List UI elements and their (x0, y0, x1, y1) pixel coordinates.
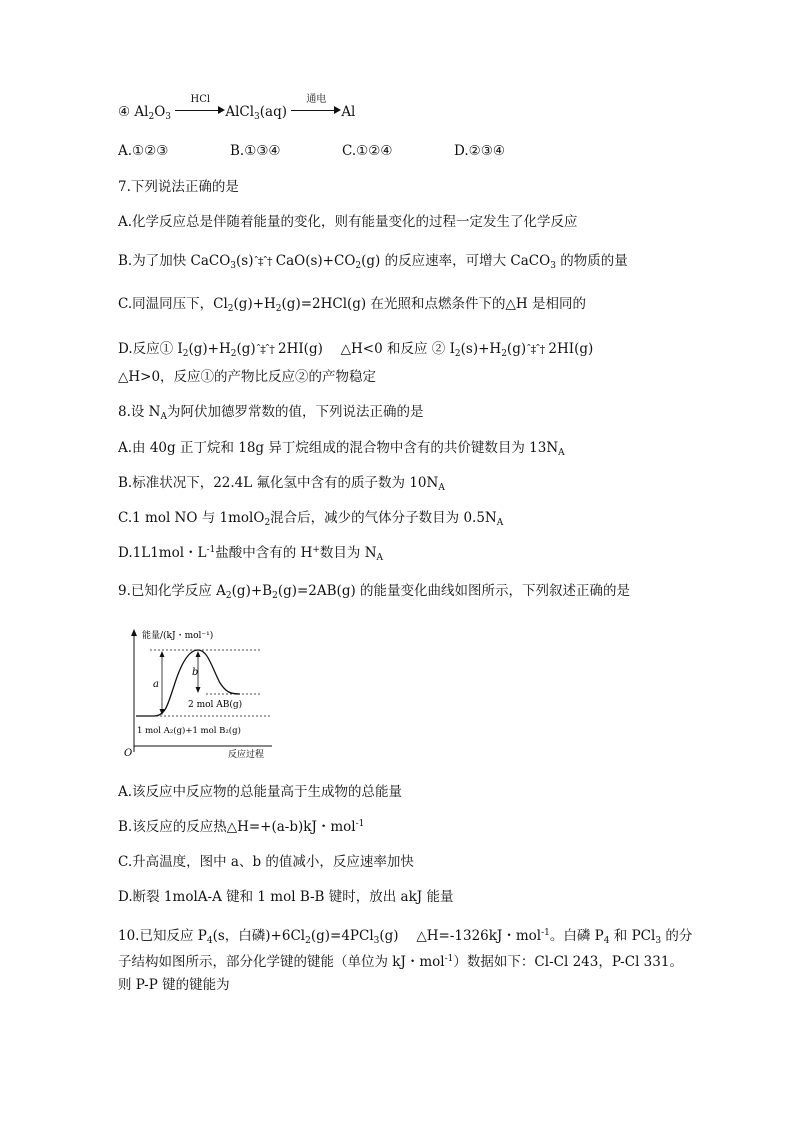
arrow-a-up-icon (160, 651, 165, 657)
subscript: 2 (454, 349, 461, 359)
subscript: 2 (275, 304, 282, 314)
text: B.该反应的反应热△H=+(a-b)kJ・mol (118, 819, 356, 835)
subscript: 2 (230, 349, 237, 359)
reaction-arrow (291, 94, 341, 118)
origin-label: O (124, 748, 133, 759)
energy-diagram (120, 628, 280, 762)
option-d[interactable]: D.②③④ (454, 143, 505, 159)
q9-option-c[interactable]: C.升高温度，图中 a、b 的值减小，反应速率加快 (118, 854, 414, 870)
arrow-b-up-icon (196, 651, 201, 657)
superscript: -1 (541, 928, 550, 938)
formula-text: (aq) (259, 104, 288, 120)
subscript: 3 (230, 261, 237, 271)
q7-option-d-line2: △H>0，反应①的产物比反应②的产物稳定 (118, 369, 377, 385)
subscript: A (558, 448, 565, 458)
subscript: 2 (227, 304, 234, 314)
equilibrium-sign: ˆ‡ˆ† (255, 343, 274, 356)
q10-line3: 则 P-P 键的键能为 (118, 977, 230, 993)
text: (g)=2AB(g) 的能量变化曲线如图所示，下列叙述正确的是 (277, 583, 631, 599)
text: 9.已知化学反应 A (118, 583, 226, 599)
text: 2HI(g) (544, 341, 594, 357)
q8-stem (118, 403, 423, 421)
text: C.同温同压下，Cl (118, 296, 228, 312)
product-label: 2 mol AB(g) (188, 700, 243, 710)
text: 8.设 N (118, 404, 161, 420)
subscript: A (376, 553, 384, 563)
q6-item4 (118, 94, 356, 122)
subscript: 2 (501, 349, 507, 359)
equilibrium-sign: ˆ‡ˆ† (253, 255, 272, 268)
item-number: ④ (118, 104, 131, 120)
text: B.标准状况下，22.4L 氟化氢中含有的质子数为 10N (118, 475, 439, 491)
arrow-b-down-icon (196, 687, 201, 693)
subscript: 3 (165, 112, 172, 122)
text: 为阿伏加德罗常数的值，下列说法正确的是 (166, 404, 424, 420)
subscript: A (438, 483, 445, 493)
q7-option-b[interactable] (118, 252, 628, 271)
arrow-label: HCl (190, 94, 211, 105)
subscript: A (160, 412, 167, 422)
q8-option-c[interactable] (118, 509, 503, 527)
q8-option-d[interactable] (118, 544, 383, 562)
q9-option-b[interactable] (118, 818, 364, 836)
subscript: 2 (225, 591, 232, 601)
text: (g)+B (231, 583, 273, 599)
superscript: -1 (355, 819, 365, 829)
option-a[interactable]: A.①②③ (118, 143, 169, 159)
subscript: 3 (373, 936, 380, 946)
option-c[interactable]: C.①②④ (342, 143, 393, 159)
reactant-label: 1 mol A₂(g)+1 mol B₂(g) (137, 726, 241, 736)
superscript: -1 (206, 545, 216, 555)
label-b: b (192, 667, 199, 678)
q7-option-a[interactable]: A.化学反应总是伴随着能量的变化，则有能量变化的过程一定发生了化学反应 (118, 214, 578, 230)
subscript: A (496, 518, 504, 528)
q9-option-a[interactable]: A.该反应中反应物的总能量高于生成物的总能量 (118, 784, 403, 800)
text: 子结构如图所示，部分化学键的键能（单位为 kJ・mol (118, 954, 445, 970)
subscript: 2 (305, 936, 311, 946)
subscript: 2 (148, 112, 155, 122)
text: ）数据如下：Cl-Cl 243，P-Cl 331。 (453, 954, 683, 970)
text: D.1L1mol・L (118, 545, 207, 561)
subscript: 2 (182, 349, 189, 359)
text: (s) (236, 253, 254, 269)
text: (g) (236, 341, 256, 357)
y-axis-label: 能量/(kJ・mol⁻¹) (142, 631, 214, 641)
superscript: -1 (444, 954, 454, 964)
text: (g) 的反应速率，可增大 CaCO (361, 253, 551, 269)
text: 数目为 N (319, 545, 377, 561)
arrow-label: 通电 (306, 94, 327, 105)
option-b[interactable]: B.①③④ (230, 143, 281, 159)
text: 盐酸中含有的 H (215, 545, 313, 561)
formula-text: Al (134, 104, 149, 120)
q7-option-c[interactable] (118, 295, 586, 313)
text: (g)=2HCl(g) 在光照和点燃条件下的△H 是相同的 (281, 296, 586, 312)
text: (g) (506, 341, 527, 357)
formula-text: O (154, 104, 166, 120)
subscript: 3 (550, 261, 556, 271)
text: A.由 40g 正丁烷和 18g 异丁烷组成的混合物中含有的共价键数目为 13N (118, 440, 559, 456)
subscript: 3 (254, 112, 260, 122)
text: 的物质的量 (555, 253, 628, 269)
text: 的分 (661, 928, 693, 944)
text: 10.已知反应 P (118, 928, 207, 944)
formula-text: Al (341, 104, 356, 120)
text: (s)+H (460, 341, 502, 357)
superscript: + (312, 545, 320, 555)
text: (g) △H=-1326kJ・mol (379, 928, 542, 944)
text: 2HI(g) △H<0 和反应 ② I (273, 341, 455, 357)
label-a: a (153, 679, 159, 690)
y-axis-arrow-icon (131, 629, 137, 636)
text: 混合后，减少的气体分子数目为 0.5N (270, 510, 497, 526)
subscript: 2 (264, 518, 271, 528)
formula-text: AlCl (225, 104, 255, 120)
text: 和 PCl (609, 928, 656, 944)
subscript: 3 (655, 936, 662, 946)
q10-line2 (118, 953, 683, 971)
reaction-arrow (175, 94, 225, 118)
text: C.1 mol NO 与 1molO (118, 510, 265, 526)
text: (g)=4PCl (310, 928, 374, 944)
text: CaO(s)+CO (271, 253, 356, 269)
q9-option-d[interactable]: D.断裂 1molA-A 键和 1 mol B-B 键时，放出 akJ 能量 (118, 889, 454, 905)
subscript: 4 (603, 936, 610, 946)
subscript: 4 (206, 936, 213, 946)
q8-option-a[interactable] (118, 439, 565, 457)
text: 。白磷 P (549, 928, 604, 944)
equilibrium-sign: ˆ‡ˆ† (526, 343, 545, 356)
text: (g)+H (233, 296, 276, 312)
x-axis-label: 反应过程 (228, 750, 265, 760)
text: B.为了加快 CaCO (118, 253, 231, 269)
subscript: 2 (272, 591, 278, 601)
q7-option-d[interactable] (118, 340, 593, 359)
text: D.反应① I (118, 341, 183, 357)
text: (g)+H (188, 341, 231, 357)
q7-stem: 7.下列说法正确的是 (118, 179, 239, 195)
q8-option-b[interactable] (118, 474, 445, 492)
q10-line1 (118, 927, 692, 945)
subscript: 2 (355, 261, 362, 271)
q6-options (118, 142, 505, 160)
q9-stem (118, 582, 630, 600)
text: (s，白磷)+6Cl (212, 928, 306, 944)
